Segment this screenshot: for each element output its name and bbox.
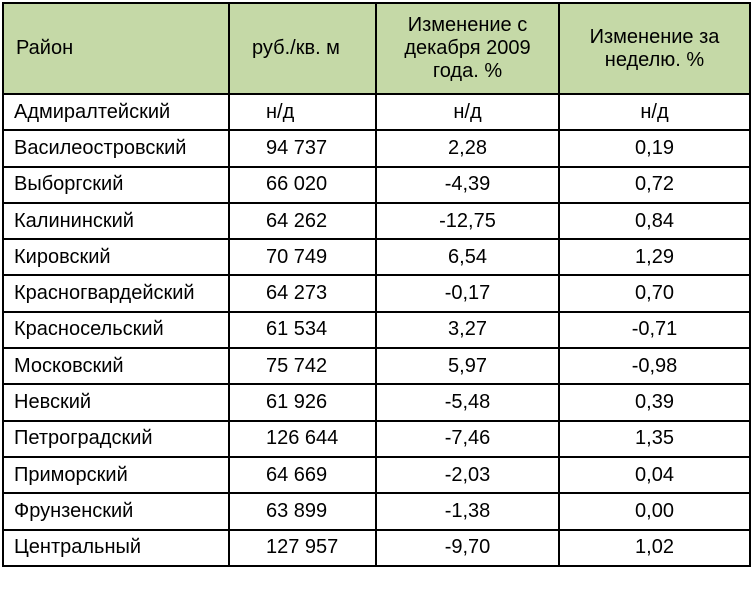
cell-change-week: 0,04 [559, 457, 750, 493]
cell-price: 64 273 [229, 275, 376, 311]
cell-change-dec: -12,75 [376, 203, 559, 239]
cell-change-week: -0,71 [559, 312, 750, 348]
cell-district: Адмиралтейский [3, 94, 229, 130]
table-row [3, 493, 750, 529]
cell-change-week: 1,29 [559, 239, 750, 275]
table-row [3, 348, 750, 384]
table-row [3, 94, 750, 130]
cell-change-week: 1,35 [559, 421, 750, 457]
table-row [3, 130, 750, 166]
table-row [3, 530, 750, 566]
header-price: руб./кв. м [229, 3, 376, 94]
cell-change-dec: -9,70 [376, 530, 559, 566]
cell-change-dec: н/д [376, 94, 559, 130]
cell-change-week: 0,84 [559, 203, 750, 239]
cell-district: Красносельский [3, 312, 229, 348]
table-row [3, 421, 750, 457]
table-header [3, 3, 750, 94]
cell-change-dec: 2,28 [376, 130, 559, 166]
cell-change-week: 0,39 [559, 384, 750, 420]
cell-district: Московский [3, 348, 229, 384]
header-change-week-line: неделю. % [604, 48, 705, 71]
cell-price: 66 020 [229, 167, 376, 203]
header-change-since-dec-2009 [376, 3, 559, 94]
table-row [3, 312, 750, 348]
district-price-table [2, 2, 751, 567]
cell-district: Петроградский [3, 421, 229, 457]
cell-price: 70 749 [229, 239, 376, 275]
cell-change-week: н/д [559, 94, 750, 130]
cell-change-week: 0,00 [559, 493, 750, 529]
table-row [3, 167, 750, 203]
header-change-dec-line: года. % [432, 60, 503, 82]
cell-district: Красногвардейский [3, 275, 229, 311]
table-row [3, 457, 750, 493]
cell-district: Приморский [3, 457, 229, 493]
cell-change-dec: -1,38 [376, 493, 559, 529]
table-body [3, 94, 750, 566]
table-row [3, 239, 750, 275]
cell-price: н/д [229, 94, 376, 130]
cell-price: 94 737 [229, 130, 376, 166]
cell-change-dec: 5,97 [376, 348, 559, 384]
cell-price: 61 926 [229, 384, 376, 420]
header-change-dec-line: декабря 2009 [404, 37, 531, 59]
cell-change-week: -0,98 [559, 348, 750, 384]
cell-price: 64 262 [229, 203, 376, 239]
cell-district: Василеостровский [3, 130, 229, 166]
cell-change-week: 0,19 [559, 130, 750, 166]
cell-change-dec: -7,46 [376, 421, 559, 457]
cell-price: 75 742 [229, 348, 376, 384]
header-change-week [559, 3, 750, 94]
table-row [3, 384, 750, 420]
cell-price: 64 669 [229, 457, 376, 493]
header-change-week-line: Изменение за [589, 25, 720, 48]
table-row [3, 203, 750, 239]
header-change-dec-line: Изменение с [407, 14, 528, 36]
cell-price: 127 957 [229, 530, 376, 566]
cell-change-dec: -5,48 [376, 384, 559, 420]
cell-district: Кировский [3, 239, 229, 275]
cell-price: 126 644 [229, 421, 376, 457]
cell-change-week: 0,72 [559, 167, 750, 203]
cell-district: Центральный [3, 530, 229, 566]
cell-price: 63 899 [229, 493, 376, 529]
cell-change-dec: -4,39 [376, 167, 559, 203]
cell-change-week: 0,70 [559, 275, 750, 311]
cell-district: Невский [3, 384, 229, 420]
cell-district: Калининский [3, 203, 229, 239]
cell-district: Фрунзенский [3, 493, 229, 529]
cell-change-dec: -2,03 [376, 457, 559, 493]
cell-change-dec: -0,17 [376, 275, 559, 311]
cell-change-week: 1,02 [559, 530, 750, 566]
header-district: Район [3, 3, 229, 94]
cell-district: Выборгский [3, 167, 229, 203]
cell-change-dec: 3,27 [376, 312, 559, 348]
header-row [3, 3, 750, 94]
table-row [3, 275, 750, 311]
cell-price: 61 534 [229, 312, 376, 348]
cell-change-dec: 6,54 [376, 239, 559, 275]
